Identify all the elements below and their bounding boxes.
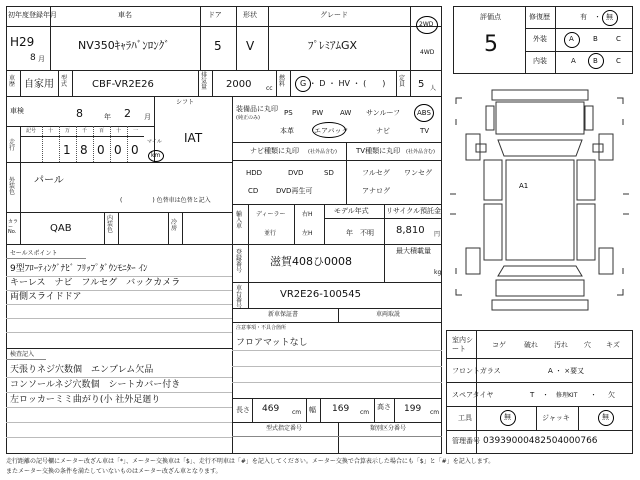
score-label: 評価点 xyxy=(480,13,501,21)
inspector-line-2: コンソールネジ穴数個 シートカバー付き xyxy=(10,380,181,390)
tv-sub: (社外品含む) xyxy=(406,149,435,155)
jack-value: 無 xyxy=(602,413,609,421)
footer-line-1: 走行距離の記号欄にメーター改ざん車は「*」、メーター交換車は「$」、走行不明車は「#」を記入してください。メーター交換で合算表示した場合にも「$」と「#」を記入します。 xyxy=(6,458,495,465)
navi-hdd: HDD xyxy=(246,169,263,177)
capacity-label: 定員 xyxy=(399,75,406,88)
color-code-value: QAB xyxy=(50,223,72,234)
import-right: 右H xyxy=(302,211,313,218)
use-value: 自家用 xyxy=(24,79,54,90)
front-glass-label: フロントガラス xyxy=(452,367,501,375)
odometer-header-0: 十 xyxy=(48,128,54,134)
mile-unit: マイル xyxy=(147,139,162,145)
tools-value: 無 xyxy=(504,413,511,421)
odometer-digit-3: 0 xyxy=(97,143,105,157)
sales-point-line-3: 両側スライドドア xyxy=(10,292,82,302)
equip-aw: AW xyxy=(340,109,352,117)
model-value: CBF-VR2E26 xyxy=(92,79,154,90)
inspection-month-unit: 月 xyxy=(144,113,151,121)
exterior-c: C xyxy=(616,35,621,43)
width-label: 幅 xyxy=(309,406,316,414)
height-value: 199 xyxy=(404,404,422,414)
cooler-label: 冷房 xyxy=(171,219,178,232)
footer-line-2: またメーター交換の条件を満たしていないものはメーター改ざん車となります。 xyxy=(6,468,222,475)
repair-yes: 有 xyxy=(580,13,587,21)
length-unit: cm xyxy=(292,409,302,416)
recycle-label: リサイクル預託金 xyxy=(386,207,442,215)
exterior-note: ( ) 色替車は色替と記入 xyxy=(120,197,211,204)
spare-tire-label: スペアタイヤ xyxy=(452,391,494,399)
equipment-sub: (純正のみ) xyxy=(236,115,260,121)
mileage-note-label: 記号 xyxy=(26,128,37,134)
odometer-digit-4: 0 xyxy=(114,143,122,157)
odometer-header-1: 万 xyxy=(65,128,71,134)
chassis-value: VR2E26-100545 xyxy=(280,289,361,300)
import-parallel: 並行 xyxy=(264,230,277,237)
navi-sd: SD xyxy=(324,169,334,177)
import-left: 左H xyxy=(302,230,313,237)
inspection-label: 車検 xyxy=(10,107,24,115)
sales-point-line-1: 9型ﾌﾛｰﾃｨﾝｸﾞﾅﾋﾞ ﾌﾘｯﾌﾟﾀﾞｳﾝﾓﾆﾀｰ ｲﾝ xyxy=(10,264,148,274)
interior-a: A xyxy=(571,57,576,65)
sales-point-label: セールスポイント xyxy=(10,250,58,257)
equip-navi: ナビ xyxy=(376,127,390,135)
spare-t: T xyxy=(530,391,535,399)
first-reg-year: H29 xyxy=(10,35,35,49)
shift-value: IAT xyxy=(184,131,203,145)
odometer-header-2: 千 xyxy=(82,128,88,134)
tv-title: TV種類に丸印 xyxy=(356,147,401,155)
odometer-digit-1: 1 xyxy=(63,143,71,157)
seat-hole: 穴 xyxy=(584,341,591,349)
type-designation-label: 型式指定番号 xyxy=(266,425,303,432)
score-value: 5 xyxy=(484,32,498,57)
spare-repair-kit: 修理KIT xyxy=(556,392,578,399)
interior-grade-label: 内装 xyxy=(533,57,547,65)
chassis-label: 車台番号 xyxy=(236,285,243,310)
first-reg-label: 初年度登録年月 xyxy=(8,11,57,19)
odometer-digit-2: 8 xyxy=(80,143,88,157)
first-reg-month-unit: 月 xyxy=(38,55,45,63)
seat-stain: 汚れ xyxy=(554,341,568,349)
exterior-a: A xyxy=(569,35,574,43)
inspection-year: 8 xyxy=(76,107,83,120)
width-value: 169 xyxy=(332,404,350,414)
equip-pw: PW xyxy=(312,109,324,117)
max-load-unit: kg xyxy=(434,269,442,276)
equip-tv: TV xyxy=(420,127,430,135)
notes-label: 注意事項・不具合箇所 xyxy=(236,325,287,331)
repair-dot: ・ xyxy=(594,13,601,21)
height-label: 高さ xyxy=(377,403,391,411)
interior-color-label: 内装色 xyxy=(107,215,114,234)
equip-airbag: エアバック xyxy=(314,127,349,135)
capacity-unit: 人 xyxy=(430,85,437,92)
interior-c: C xyxy=(616,57,621,65)
grade-label: グレード xyxy=(320,11,348,19)
max-load-label: 最大積載量 xyxy=(396,247,431,255)
inspector-label: 検査記入 xyxy=(10,351,35,358)
capacity-value: 5 xyxy=(418,79,425,90)
diagram-a1-mark: A1 xyxy=(519,182,529,190)
odometer-header-3: 百 xyxy=(99,128,105,134)
inspector-line-3: 左ロッカーミミ曲がり(小 社外足廻り xyxy=(10,395,161,405)
odometer-header-5: 一 xyxy=(133,128,139,134)
cc-unit: cc xyxy=(266,85,273,92)
km-unit: km xyxy=(151,152,161,159)
repair-label: 修復歴 xyxy=(529,13,550,21)
shape-value: V xyxy=(246,39,255,53)
spare-dot-1: ・ xyxy=(542,391,549,399)
model-year-label: モデル年式 xyxy=(334,207,369,215)
tv-oneseg: ワンセグ xyxy=(404,169,432,177)
inspector-line-1: 天張りネジ穴数個 エンブレム欠品 xyxy=(10,365,154,375)
length-value: 469 xyxy=(262,404,280,414)
tv-fullseg: フルセグ xyxy=(362,169,390,177)
navi-sub: (社外品含む) xyxy=(308,149,337,155)
tools-label: 工具 xyxy=(458,414,472,422)
recycle-value: 8,810 xyxy=(396,225,425,236)
vehicle-manual: 車両取説 xyxy=(376,311,401,318)
model-year-value: 年 不明 xyxy=(346,229,374,237)
door-label: ドア xyxy=(208,11,222,19)
seat-tear: 破れ xyxy=(524,341,538,349)
displacement-label: 排気量 xyxy=(201,72,208,91)
import-label: 輸入車 xyxy=(236,211,243,230)
exterior-b: B xyxy=(593,35,598,43)
exterior-grade-label: 外装 xyxy=(533,35,547,43)
repair-none: 無 xyxy=(606,13,613,21)
car-damage-diagram xyxy=(446,84,633,324)
drive-4wd: 4WD xyxy=(420,49,435,56)
car-name-label: 車名 xyxy=(118,11,132,19)
odometer-digit-5: 0 xyxy=(131,143,139,157)
control-number-value: 03939000482504000766 xyxy=(483,436,598,446)
fuel-label: 燃料 xyxy=(279,75,286,88)
height-unit: cm xyxy=(430,409,440,416)
use-label: 車歴 xyxy=(9,75,16,88)
equipment-label: 装備品に丸印 xyxy=(236,105,278,113)
first-reg-month: 8 xyxy=(30,53,36,63)
seat-scratch: キズ xyxy=(606,341,620,349)
jack-label: ジャッキ xyxy=(542,414,570,422)
front-glass-options: A ・ ×要又 xyxy=(548,367,585,375)
registration-value: 滋賀408ひ0008 xyxy=(270,255,352,268)
interior-b: B xyxy=(593,57,598,65)
grade-value: ﾌﾟﾚﾐｱﾑGX xyxy=(308,39,358,52)
mileage-label: 走行 xyxy=(9,139,16,152)
doors-value: 5 xyxy=(214,39,222,53)
seat-burn: コゲ xyxy=(492,341,506,349)
model-label: 型式 xyxy=(61,75,68,88)
recycle-yen: 円 xyxy=(434,231,441,238)
tv-analog: アナログ xyxy=(362,187,390,195)
equip-ps: PS xyxy=(284,109,293,117)
notes-value: フロアマットなし xyxy=(236,338,308,348)
equip-sunroof: サンルーフ xyxy=(366,109,401,117)
class-number-label: 類別区分番号 xyxy=(370,425,407,432)
navi-title: ナビ種類に丸印 xyxy=(250,147,299,155)
equip-abs: ABS xyxy=(417,109,431,117)
car-name: NV350ｷｬﾗﾊﾞﾝﾛﾝｸﾞ xyxy=(78,39,170,52)
equip-leather: 本革 xyxy=(280,127,294,135)
shift-label: シフト xyxy=(176,99,195,106)
inspection-year-unit: 年 xyxy=(104,113,111,121)
spare-missing: 欠 xyxy=(608,391,615,399)
exterior-color: パール xyxy=(34,175,64,186)
shape-label: 形状 xyxy=(243,11,257,19)
odometer-header-4: 十 xyxy=(116,128,122,134)
drive-2wd: 2WD xyxy=(419,21,434,28)
navi-dvd-play: DVD再生可 xyxy=(276,187,313,195)
sales-point-line-2: キーレス ナビ フルセグ バックカメラ xyxy=(10,278,181,288)
inspection-month: 2 xyxy=(124,107,131,120)
spare-dot-2: ・ xyxy=(590,391,597,399)
length-label: 長さ xyxy=(236,406,250,414)
displacement-value: 2000 xyxy=(226,79,252,90)
width-unit: cm xyxy=(360,409,370,416)
fuel-options: G ・ D ・ HV ・ ( ) xyxy=(300,79,386,88)
exterior-label: 外装色 xyxy=(9,177,16,196)
control-number-label: 管理番号 xyxy=(452,437,480,445)
color-code-label: カラーNo. xyxy=(8,219,19,235)
import-dealer: ディーラー xyxy=(256,211,286,218)
registration-label: 登録番号 xyxy=(236,249,243,274)
navi-dvd: DVD xyxy=(288,169,304,177)
new-car-warranty: 新車保証書 xyxy=(268,311,299,318)
interior-seat-label: 室内シート xyxy=(452,336,473,354)
navi-cd: CD xyxy=(248,187,259,195)
